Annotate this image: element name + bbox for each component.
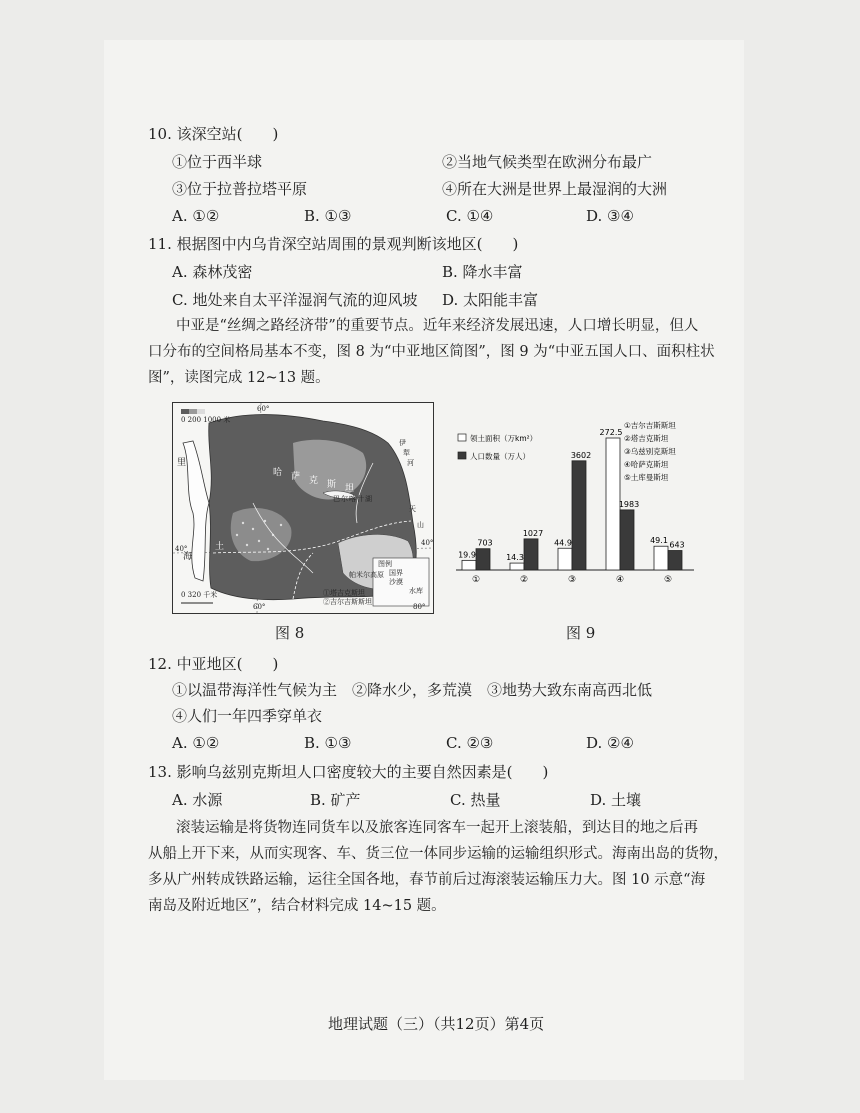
q10-option-3: ③位于拉普拉塔平原 — [172, 180, 308, 198]
elev-key-3 — [197, 409, 205, 414]
pamir-label: 帕米尔高原 — [349, 571, 384, 579]
figure-8-map — [172, 402, 434, 614]
population-bar — [620, 510, 634, 570]
place-hai: 海 — [183, 552, 193, 562]
area-value-label: 272.5 — [599, 428, 623, 437]
intro-line: 从船上开下来，从而实现客、车、货三位一体同步运输的运输组织形式。海南出岛的货物， — [148, 846, 728, 862]
place-ka: 喀 — [349, 495, 356, 503]
q10-option-4: ④所在大洲是世界上最湿润的大洲 — [442, 180, 668, 198]
legend-population-label: 人口数量（万人） — [470, 452, 530, 461]
category-tick-label: ⑤ — [663, 575, 673, 585]
place-hu: 湖 — [365, 495, 372, 503]
area-value-label: 44.9 — [554, 538, 572, 548]
q10-option-1: ①位于西半球 — [172, 153, 263, 171]
q12-choice-b: B. ①③ — [304, 734, 352, 752]
lat-label: 40° — [421, 539, 434, 547]
place-tian: 天 — [409, 505, 416, 513]
place-ba: 巴 — [333, 495, 340, 503]
q11-choice-b: B. 降水丰富 — [442, 263, 523, 281]
intro-line: 中亚是“丝绸之路经济带”的重要节点。近年来经济发展迅速，人口增长明显，但人 — [176, 318, 699, 334]
population-bar — [476, 549, 490, 570]
intro-line: 南岛及附近地区”，结合材料完成 14~15 题。 — [148, 898, 446, 914]
q10-choice-d: D. ③④ — [586, 207, 634, 225]
q12-statements-2: ④人们一年四季穿单衣 — [172, 707, 323, 725]
legend-note-1: ①塔吉克斯坦 — [323, 589, 365, 597]
place-li: 里 — [177, 458, 187, 468]
legend-note-2: ②吉尔吉斯斯坦 — [323, 598, 372, 606]
country-name-label: ④哈萨克斯坦 — [624, 460, 669, 469]
population-bar — [524, 539, 538, 570]
place-tu: 土 — [215, 542, 225, 552]
q11-choice-d: D. 太阳能丰富 — [442, 291, 539, 309]
map-elevation-scale: 0 200 1000 米 — [181, 416, 231, 424]
lon-label: 60° — [253, 603, 266, 611]
q13-choice-a: A. 水源 — [172, 791, 223, 809]
place-yi: 伊 — [399, 439, 406, 447]
lat-label: 40° — [175, 545, 188, 553]
q12-statements-1: ①以温带海洋性气候为主 ②降水少，多荒漠 ③地势大致东南高西北低 — [172, 681, 653, 699]
population-value-label: 3602 — [570, 450, 592, 460]
legend-area-label: 领土面积（万km²） — [470, 434, 538, 443]
q13-stem: 13. 影响乌兹别克斯坦人口密度较大的主要自然因素是( ) — [148, 763, 549, 781]
figure-8-caption: 图 8 — [275, 624, 305, 642]
q13-choice-b: B. 矿产 — [310, 791, 361, 809]
area-value-label: 49.1 — [650, 536, 668, 546]
elev-key-2 — [189, 409, 197, 414]
q10-option-2: ②当地气候类型在欧洲分布最广 — [442, 153, 653, 171]
area-bar — [558, 548, 572, 570]
area-value-label: 19.9 — [458, 550, 476, 560]
place-ha: 哈 — [273, 468, 283, 478]
lon-label: 80° — [413, 603, 426, 611]
area-bar — [654, 546, 668, 570]
legend-reservoir: 水库 — [409, 587, 423, 595]
legend-title: 图例 — [378, 560, 392, 568]
q10-choice-a: A. ①② — [172, 207, 220, 225]
population-value-label: 1027 — [522, 528, 544, 538]
intro-line: 口分布的空间格局基本不变，图 8 为“中亚地区简图”，图 9 为“中亚五国人口、面积柱状 — [148, 344, 715, 360]
place-si: 斯 — [327, 480, 337, 490]
q11-stem: 11. 根据图中内乌肯深空站周围的景观判断该地区( ) — [148, 235, 519, 253]
q12-choice-c: C. ②③ — [446, 734, 494, 752]
figure-9-chart — [448, 398, 700, 598]
place-ke: 克 — [309, 476, 319, 486]
category-tick-label: ④ — [615, 575, 625, 585]
legend-desert: 沙漠 — [389, 578, 403, 586]
intro-line: 图”，读图完成 12~13 题。 — [148, 370, 330, 386]
lon-label: 60° — [257, 405, 270, 413]
population-value-label: 643 — [669, 540, 685, 550]
elev-key-1 — [181, 409, 189, 414]
q12-choice-a: A. ①② — [172, 734, 220, 752]
population-value-label: 703 — [477, 538, 493, 548]
q12-choice-d: D. ②④ — [586, 734, 634, 752]
category-tick-label: ② — [519, 575, 529, 585]
q10-choice-c: C. ①④ — [446, 207, 494, 225]
category-tick-label: ③ — [567, 575, 577, 585]
legend-area-swatch — [458, 434, 466, 441]
population-bar — [572, 461, 586, 570]
q13-choice-c: C. 热量 — [450, 791, 501, 809]
q12-stem: 12. 中亚地区( ) — [148, 655, 279, 673]
q13-choice-d: D. 土壤 — [590, 791, 642, 809]
page-footer: 地理试题（三）（共12页）第4页 — [328, 1015, 545, 1033]
area-bar — [510, 563, 524, 570]
legend-border: 国界 — [389, 569, 403, 577]
place-er: 尔 — [341, 495, 348, 503]
place-shan: 山 — [417, 521, 424, 529]
q11-choice-a: A. 森林茂密 — [172, 263, 253, 281]
area-bar — [462, 560, 476, 570]
population-bar — [668, 551, 682, 570]
country-name-label: ①吉尔吉斯斯坦 — [624, 421, 676, 430]
q10-stem: 10. 该深空站( ) — [148, 125, 279, 143]
country-name-label: ②塔吉克斯坦 — [624, 434, 669, 443]
figure-9-caption: 图 9 — [566, 624, 596, 642]
place-li2: 犁 — [403, 449, 410, 457]
hainan-intro — [148, 815, 728, 919]
category-tick-label: ① — [471, 575, 481, 585]
country-name-label: ⑤土库曼斯坦 — [624, 473, 669, 482]
place-shi: 什 — [357, 495, 364, 503]
q10-choice-b: B. ①③ — [304, 207, 352, 225]
place-sa: 萨 — [291, 472, 301, 482]
place-he: 河 — [407, 459, 414, 467]
legend-population-swatch — [458, 452, 466, 459]
area-value-label: 14.3 — [506, 553, 524, 563]
population-value-label: 1983 — [618, 499, 640, 509]
place-tan: 坦 — [345, 484, 355, 494]
intro-line: 滚装运输是将货物连同货车以及旅客连同客车一起开上滚装船，到达目的地之后再 — [176, 820, 698, 836]
country-name-label: ③乌兹别克斯坦 — [624, 447, 676, 456]
intro-line: 多从广州转成铁路运输，运往全国各地，春节前后过海滚装运输压力大。图 10 示意“海 — [148, 872, 706, 888]
central-asia-intro — [148, 313, 728, 391]
map-distance-scale: 0 320 千米 — [181, 591, 218, 599]
q11-choice-c: C. 地处来自太平洋湿润气流的迎风坡 — [172, 291, 418, 309]
